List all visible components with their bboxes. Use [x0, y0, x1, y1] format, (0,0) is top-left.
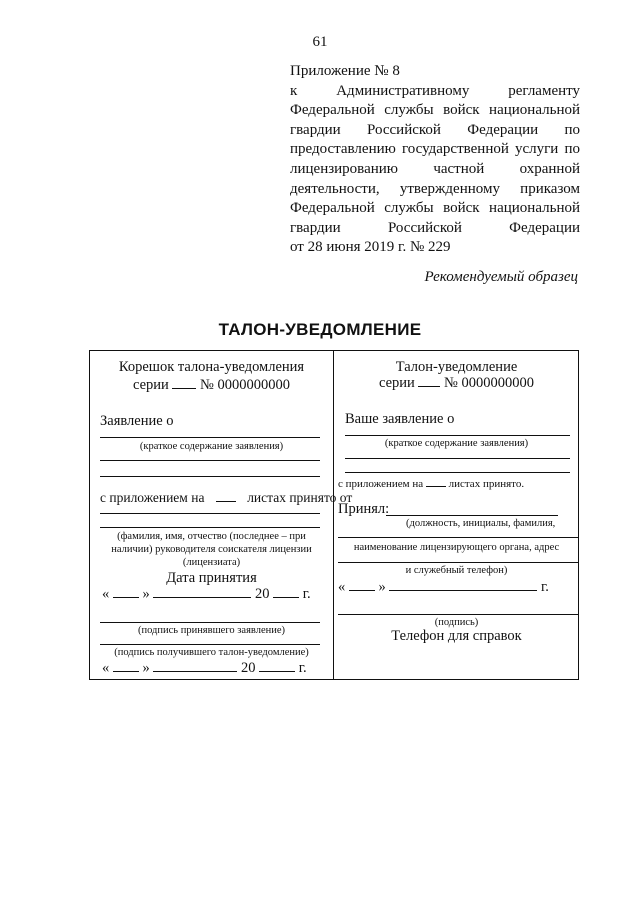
coupon-statement-label: Ваше заявление о	[345, 411, 455, 427]
stub-quote-open: «	[102, 660, 110, 676]
page-number: 61	[312, 34, 328, 50]
stub-signature-line	[100, 644, 320, 645]
stub-fio-caption: наличии) руководителя соискателя лицензии	[111, 544, 312, 555]
stub-year-blank	[273, 586, 299, 598]
stub-attachment	[100, 490, 352, 506]
stub-series-blank	[172, 377, 196, 389]
stub-quote-close: »	[142, 586, 150, 602]
coupon-sheets-blank	[426, 477, 446, 487]
coupon-date	[338, 579, 549, 596]
appendix-line: от 28 июня 2019 г. № 229	[290, 239, 451, 256]
stub-recipient-signature-caption: (подпись получившего талон-уведомление)	[114, 647, 309, 658]
stub-signature-line	[100, 622, 320, 623]
stub-quote-open: «	[102, 586, 110, 602]
stub-year-blank	[259, 660, 295, 672]
coupon-position-caption: (должность, инициалы, фамилия,	[406, 518, 556, 529]
stub-attachment-start: с приложением на	[100, 490, 205, 505]
appendix-line: Федеральной службы войск национальной	[290, 102, 580, 119]
coupon-signature-line	[338, 614, 578, 615]
appendix-line: предоставлению государственной услуги по	[290, 141, 580, 158]
coupon-attachment-end: листах принято.	[448, 478, 525, 490]
stub-blank-line	[100, 513, 320, 514]
stub-fio-caption: (лицензиата)	[182, 557, 241, 568]
appendix-line: Приложение № 8	[290, 63, 400, 79]
coupon-organ-caption: наименование лицензирующего органа, адрес	[353, 542, 560, 553]
stub-day-blank	[113, 660, 139, 672]
appendix-line: гвардии Российской Федерации	[290, 219, 580, 236]
stub-date-accepted	[102, 586, 311, 603]
stub-series-number: № 0000000000	[200, 377, 291, 393]
coupon-attachment-start: с приложением на	[338, 478, 424, 490]
stub-receiver-signature-caption: (подпись принявшего заявление)	[137, 625, 286, 636]
stub-year-suffix: г.	[302, 586, 311, 602]
stub-series	[90, 377, 333, 394]
stub-blank-line	[100, 460, 320, 461]
coupon-month-blank	[389, 579, 537, 591]
stub-date-label: Дата принятия	[166, 570, 257, 586]
appendix-line: гвардии Российской Федерации по	[290, 121, 580, 138]
recommended-sample-label: Рекомендуемый образец	[424, 269, 578, 285]
appendix-line: лицензированию частной охранной	[290, 160, 580, 177]
appendix-line: Федеральной службы войск национальной	[290, 200, 580, 217]
stub-year-prefix: 20	[255, 586, 270, 602]
stub-sheets-blank	[216, 490, 236, 502]
stub-blank-line	[100, 476, 320, 477]
stub-series-label: серии	[132, 377, 169, 393]
stub-title: Корешок талона-уведомления	[118, 359, 305, 375]
stub-year-suffix: г.	[298, 660, 307, 676]
coupon-statement-line	[345, 435, 570, 436]
coupon-blank-line	[345, 458, 570, 459]
stub-statement-label: Заявление о	[100, 413, 174, 429]
coupon-signature-caption: (подпись)	[434, 617, 479, 628]
stub-year-prefix: 20	[241, 660, 256, 676]
coupon-phone-caption: и служебный телефон)	[405, 565, 508, 576]
stub-date-received	[102, 660, 307, 677]
coupon-series-label: серии	[378, 375, 415, 391]
stub-month-blank	[153, 586, 251, 598]
coupon-year-suffix: г.	[541, 579, 549, 595]
stub-blank-line	[100, 527, 320, 528]
coupon-series-number: № 0000000000	[444, 375, 535, 391]
stub-day-blank	[113, 586, 139, 598]
appendix-line: деятельности, утвержденному приказом	[290, 180, 580, 197]
coupon-blank-line	[345, 472, 570, 473]
appendix-line: к Административному регламенту	[290, 82, 580, 99]
coupon-accepted-label: Принял:	[338, 501, 390, 517]
stub-statement-line	[100, 437, 320, 438]
stub-quote-close: »	[142, 660, 150, 676]
coupon-series	[334, 375, 579, 392]
coupon-phone-reference: Телефон для справок	[391, 628, 522, 644]
stub-attachment-end: листах принято от	[247, 490, 353, 505]
stub-fio-caption: (фамилия, имя, отчество (последнее – при	[117, 531, 306, 542]
coupon-blank-line	[338, 562, 578, 563]
coupon-quote-open: «	[338, 579, 346, 595]
coupon-quote-close: »	[378, 579, 386, 595]
coupon-series-blank	[418, 375, 440, 387]
coupon-attachment	[338, 477, 524, 490]
coupon-blank-line	[338, 537, 578, 538]
appendix-header	[290, 62, 580, 258]
coupon-accepted-line	[386, 515, 558, 516]
coupon-brief-caption: (краткое содержание заявления)	[384, 438, 529, 449]
form-title: ТАЛОН-УВЕДОМЛЕНИЕ	[218, 320, 422, 339]
stub-month-blank	[153, 660, 237, 672]
stub-brief-caption: (краткое содержание заявления)	[139, 441, 284, 452]
coupon-title: Талон-уведомление	[395, 359, 518, 375]
coupon-day-blank	[349, 579, 375, 591]
